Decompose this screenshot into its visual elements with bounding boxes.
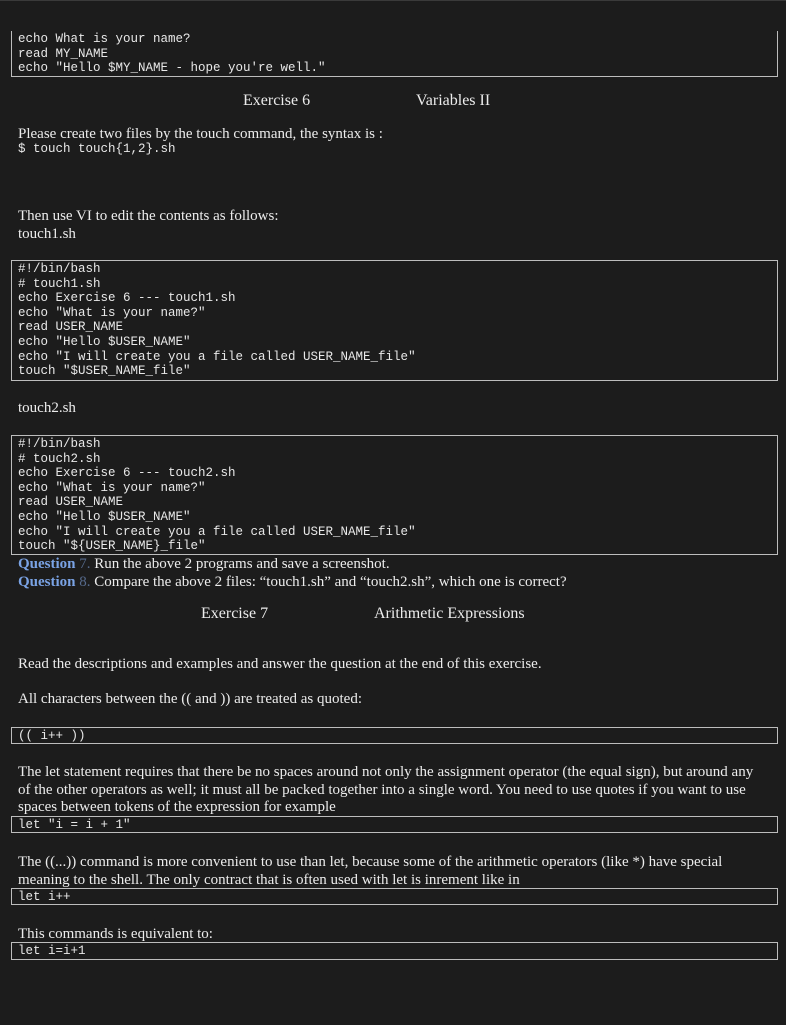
file1-code-box bbox=[11, 260, 778, 381]
exercise6-intro: Please create two files by the touch command, the syntax is : bbox=[18, 126, 383, 142]
equivalent-text: This commands is equivalent to: bbox=[18, 926, 213, 942]
arith-code-box-3 bbox=[11, 888, 778, 905]
code-line: echo "Hello $USER_NAME" bbox=[18, 509, 191, 524]
exercise7-subtitle: Arithmetic Expressions bbox=[374, 605, 525, 622]
code-line: (( i++ )) bbox=[18, 729, 86, 743]
code-line: echo "Hello $MY_NAME - hope you're well." bbox=[18, 61, 326, 76]
question-text: Run the above 2 programs and save a screenshot. bbox=[94, 556, 390, 572]
question-label: Question bbox=[18, 574, 76, 590]
code-line: read USER_NAME bbox=[18, 495, 124, 510]
code-line: #!/bin/bash bbox=[18, 437, 101, 451]
exercise7-intro: Read the descriptions and examples and answer the question at the end of this exercise. bbox=[18, 656, 542, 672]
question-8 bbox=[18, 574, 567, 591]
exercise6-title: Exercise 6 bbox=[243, 92, 311, 109]
code-line: echo "What is your name?" bbox=[18, 480, 206, 495]
code-line: # touch1.sh bbox=[18, 276, 101, 291]
file1-name: touch1.sh bbox=[18, 226, 76, 242]
top-code-box bbox=[11, 31, 778, 77]
arith-code-box-4 bbox=[11, 942, 778, 960]
file2-code-box bbox=[11, 435, 778, 555]
exercise7-title: Exercise 7 bbox=[201, 605, 269, 622]
code-line: touch "$USER_NAME_file" bbox=[18, 364, 191, 379]
code-line: read USER_NAME bbox=[18, 320, 124, 335]
paren-paragraph: The ((...)) command is more convenient to use than let, because some of the arithmetic operators (like *) have special meaning to the shell. The only contract that is often used with let is inrement like in bbox=[18, 854, 723, 888]
code-line: touch "${USER_NAME}_file" bbox=[18, 539, 206, 554]
code-line: #!/bin/bash bbox=[18, 262, 101, 276]
code-line: echo Exercise 6 --- touch1.sh bbox=[18, 291, 236, 306]
touch-syntax: $ touch touch{1,2}.sh bbox=[18, 142, 176, 156]
question-number: 7. bbox=[79, 556, 91, 572]
question-label: Question bbox=[18, 556, 76, 572]
quoted-description: All characters between the (( and )) are treated as quoted: bbox=[18, 691, 362, 707]
let-paragraph: The let statement requires that there be no spaces around not only the assignment operator (the equal sign), but around any of the other operators as well; it must all be packed together into a single word. You need to use quotes if you want to use spaces between tokens of the expression for example bbox=[18, 764, 754, 815]
code-line: echo Exercise 6 --- touch2.sh bbox=[18, 466, 236, 481]
code-line: let i=i+1 bbox=[18, 944, 86, 958]
code-line: let i++ bbox=[18, 890, 71, 904]
question-7 bbox=[18, 556, 390, 573]
document-body bbox=[0, 1, 786, 1025]
question-text: Compare the above 2 files: “touch1.sh” and “touch2.sh”, which one is correct? bbox=[94, 574, 567, 590]
question-number: 8. bbox=[79, 574, 91, 590]
arith-code-box-1 bbox=[11, 727, 778, 744]
file2-name: touch2.sh bbox=[18, 400, 76, 416]
exercise6-subtitle: Variables II bbox=[416, 92, 491, 109]
code-line: echo "I will create you a file called USER_NAME_file" bbox=[18, 524, 416, 539]
vi-instruction: Then use VI to edit the contents as follows: bbox=[18, 208, 279, 224]
code-line: read MY_NAME bbox=[18, 46, 109, 61]
code-line: echo "Hello $USER_NAME" bbox=[18, 334, 191, 349]
code-line: # touch2.sh bbox=[18, 451, 101, 466]
code-line: echo "What is your name?" bbox=[18, 305, 206, 320]
arith-code-box-2 bbox=[11, 816, 778, 833]
code-line: echo "I will create you a file called USER_NAME_file" bbox=[18, 349, 416, 364]
code-line: let "i = i + 1" bbox=[18, 818, 131, 832]
code-line: echo What is your name? bbox=[18, 32, 191, 46]
